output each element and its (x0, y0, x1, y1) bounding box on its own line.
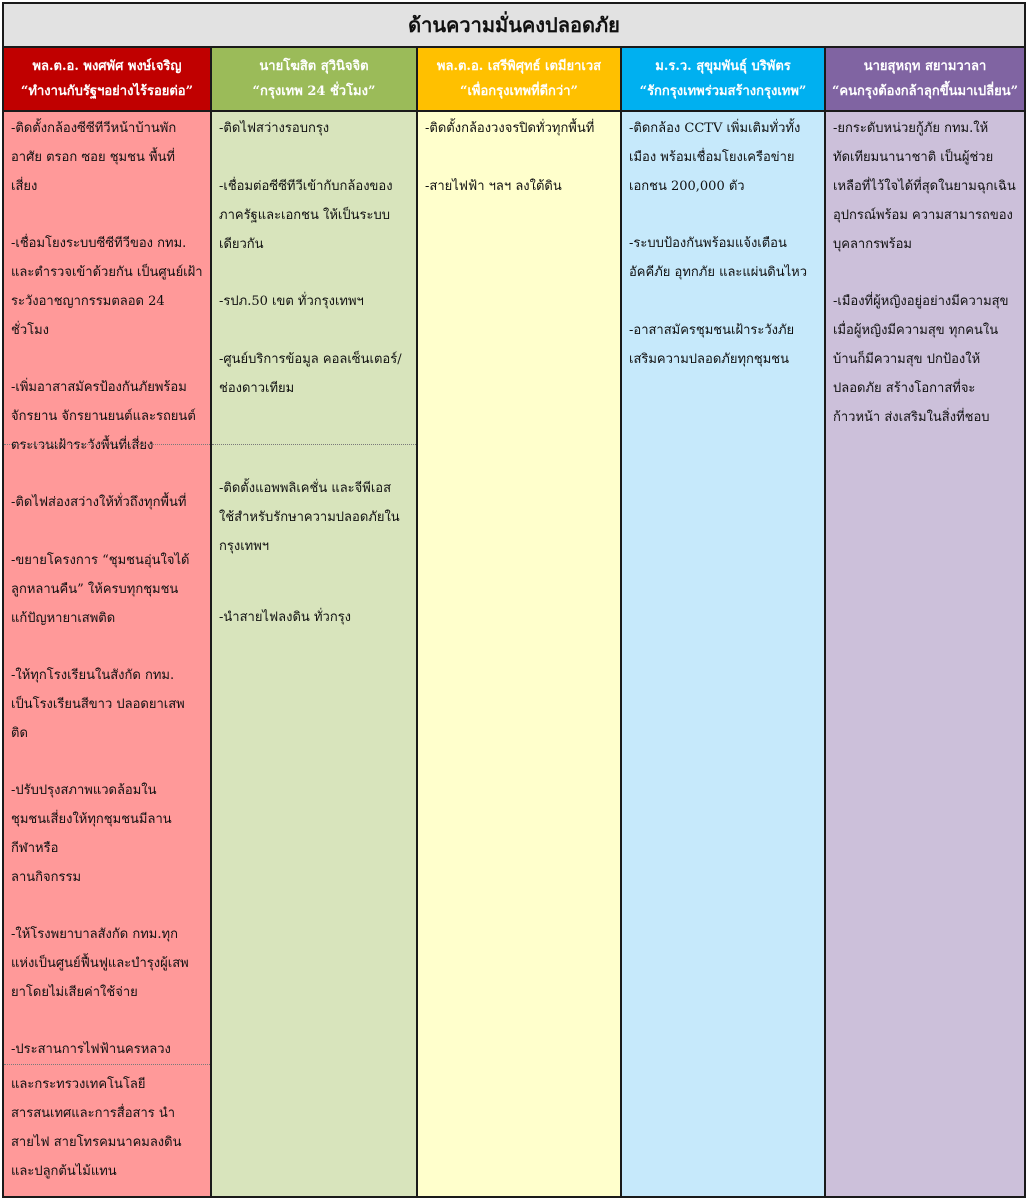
policy-text-line: แห่งเป็นศูนย์ฟื้นฟูและบำรุงผู้เสพ (11, 956, 189, 971)
policy-text-line: และตำรวจเข้าด้วยกัน เป็นศูนย์เฝ้า (11, 265, 203, 280)
policy-item (833, 114, 1016, 259)
column-candidate-4 (620, 48, 824, 1196)
policy-text-line: ใช้สำหรับรักษาความปลอดภัยใน (219, 510, 400, 525)
policy-text-line: และปลูกต้นไม้แทน (11, 1164, 117, 1179)
policy-item (425, 114, 594, 143)
policy-text-line: -ติดไฟส่องสว่างให้ทั่วถึงทุกพื้นที่ (11, 495, 187, 510)
policy-text-line: -ศูนย์บริการข้อมูล คอลเซ็นเตอร์/ (219, 352, 402, 367)
policy-text-line: เป็นโรงเรียนสีขาว ปลอดยาเสพ (11, 697, 185, 712)
candidate-name: พล.ต.อ. พงศพัศ พงษ์เจริญ (32, 59, 182, 74)
policy-text-line: อัคคีภัย อุทกภัย และแผ่นดินไหว (629, 265, 808, 280)
policy-text-line: บุคลากรพร้อม (833, 237, 912, 252)
policy-text-line: -นำสายไฟลงดิน ทั่วกรุง (219, 610, 352, 625)
policy-text-line: ติด (11, 726, 28, 741)
policy-text-line: -ให้ทุกโรงเรียนในสังกัด กทม. (11, 668, 175, 683)
policy-text-line: ลูกหลานคืน” ให้ครบทุกชุมชน (11, 582, 179, 597)
policy-text-line: -ติดตั้งกล้องวงจรปิดทั่วทุกพื้นที่ (425, 121, 595, 136)
policy-text-line: ช่องดาวเทียม (219, 381, 295, 396)
policy-item (11, 1070, 181, 1186)
policy-list (212, 112, 416, 1196)
policy-text-line: -อาสาสมัครชุมชนเฝ้าระวังภัย (629, 323, 795, 338)
section-divider (4, 444, 210, 445)
policy-list (622, 112, 824, 1196)
policy-text-line: -สายไฟฟ้า ฯลฯ ลงใต้ดิน (425, 179, 562, 194)
policy-text-line: ลานกิจกรรม (11, 870, 82, 885)
policy-item (11, 546, 190, 633)
policy-item (833, 287, 1009, 432)
policy-list (4, 112, 210, 1196)
policy-text-line: เมือง พร้อมเชื่อมโยงเครือข่าย (629, 150, 795, 165)
policy-text-line: จักรยาน จักรยานยนต์และรถยนต์ (11, 409, 196, 424)
policy-item (629, 316, 794, 374)
policy-item (219, 287, 364, 316)
policy-text-line: ชั่วโมง (11, 323, 50, 338)
policy-item (629, 114, 800, 201)
policy-text-line: -เชื่อมโยงระบบซีซีทีวีของ กทม. (11, 236, 187, 251)
candidate-slogan: “กรุงเทพ 24 ชั่วโมง” (252, 84, 376, 99)
policy-item (11, 1035, 171, 1064)
policy-text-line: ก้าวหน้า ส่งเสริมในสิ่งที่ชอบ (833, 410, 990, 425)
policy-text-line: -ให้โรงพยาบาลสังกัด กทม.ทุก (11, 927, 178, 942)
column-header (212, 48, 416, 112)
policy-item (629, 229, 807, 287)
policy-text-line: -เชื่อมต่อซีซีทีวีเข้ากับกล้องของ (219, 179, 393, 194)
policy-text-line: -ปรับปรุงสภาพแวดล้อมใน (11, 783, 157, 798)
policy-text-line: สารสนเทศและการสื่อสาร นำ (11, 1106, 176, 1121)
policy-text-line: เดียวกัน (219, 237, 264, 252)
policy-item (11, 776, 172, 892)
policy-text-line: ระวังอาชญากรรมตลอด 24 (11, 294, 165, 309)
policy-item (11, 229, 203, 345)
policy-text-line: แก้ปัญหายาเสพติด (11, 611, 116, 626)
table-title: ด้านความมั่นคงปลอดภัย (4, 4, 1024, 48)
policy-item (219, 345, 402, 403)
policy-text-line: -ประสานการไฟฟ้านครหลวง (11, 1042, 171, 1057)
policy-text-line: -ติดตั้งแอพพลิเคชั่น และจีพีเอส (219, 481, 392, 496)
policy-list (418, 112, 620, 1196)
policy-text-line: -ขยายโครงการ “ชุมชนอุ่นใจได้ (11, 553, 190, 568)
policy-text-line: เสริมความปลอดภัยทุกชุมชน (629, 352, 789, 367)
column-candidate-5 (824, 48, 1024, 1196)
policy-text-line: -ติดไฟสว่างรอบกรุง (219, 121, 330, 136)
policy-text-line: ทัดเทียมนานาชาติ เป็นผู้ช่วย (833, 150, 994, 165)
policy-item (11, 114, 176, 201)
policy-item (11, 661, 185, 748)
candidate-slogan: “รักกรุงเทพร่วมสร้างกรุงเทพ” (639, 84, 807, 99)
column-candidate-1 (4, 48, 210, 1196)
policy-text-line: และกระทรวงเทคโนโลยี (11, 1077, 146, 1092)
candidate-name: นายสุหฤท สยามวาลา (863, 59, 987, 74)
column-candidate-2 (210, 48, 416, 1196)
section-divider (4, 1064, 210, 1065)
policy-text-line: -เมืองที่ผู้หญิงอยู่อย่างมีความสุข (833, 294, 1009, 309)
section-divider (212, 444, 416, 445)
policy-text-line: -เพิ่มอาสาสมัครป้องกันภัยพร้อม (11, 380, 187, 395)
policy-text-line: -ระบบป้องกันพร้อมแจ้งเตือน (629, 236, 787, 251)
policy-text-line: อุปกรณ์พร้อม ความสามารถของ (833, 208, 1013, 223)
policy-text-line: ตระเวนเฝ้าระวังพื้นที่เสี่ยง (11, 438, 154, 453)
policy-text-line: ปลอดภัย สร้างโอกาสที่จะ (833, 381, 976, 396)
policy-text-line: ยาโดยไม่เสียค่าใช้จ่าย (11, 985, 138, 1000)
policy-item (11, 488, 186, 517)
policy-text-line: -ติดกล้อง CCTV เพิ่มเติมทั่วทั้ง (629, 121, 801, 136)
policy-text-line: เสี่ยง (11, 179, 38, 194)
policy-text-line: ภาครัฐและเอกชน ให้เป็นระบบ (219, 208, 390, 223)
policy-text-line: -ยกระดับหน่วยกู้ภัย กทม.ให้ (833, 121, 989, 136)
candidate-slogan: “ทำงานกับรัฐฯอย่างไร้รอยต่อ” (20, 84, 194, 99)
policy-text-line: บ้านก็มีความสุข ปกป้องให้ (833, 352, 981, 367)
policy-text-line: เอกชน 200,000 ตัว (629, 179, 745, 194)
comparison-table (2, 2, 1026, 1198)
policy-text-line: อาศัย ตรอก ซอย ชุมชน พื้นที่ (11, 150, 175, 165)
policy-text-line: -ติดตั้งกล้องซีซีทีวีหน้าบ้านพัก (11, 121, 177, 136)
policy-item (219, 474, 400, 561)
column-header (622, 48, 824, 112)
column-header (826, 48, 1024, 112)
policy-item (425, 172, 562, 201)
policy-text-line: กีฬาหรือ (11, 841, 59, 856)
policy-list (826, 112, 1024, 1196)
column-header (4, 48, 210, 112)
policy-item (219, 172, 393, 259)
candidate-name: พล.ต.อ. เสรีพิศุทธ์ เตมียาเวส (436, 59, 602, 74)
policy-item (219, 603, 351, 632)
candidate-slogan: “คนกรุงต้องกล้าลุกขึ้นมาเปลี่ยน” (831, 84, 1019, 99)
policy-text-line: -รปภ.50 เขต ทั่วกรุงเทพฯ (219, 294, 364, 309)
policy-item (11, 373, 196, 460)
candidate-name: นายโฆสิต สุวินิจจิต (259, 59, 369, 74)
candidate-slogan: “เพื่อกรุงเทพที่ดีกว่า” (459, 84, 579, 99)
policy-text-line: สายไฟ สายโทรคมนาคมลงดิน (11, 1135, 182, 1150)
policy-text-line: กรุงเทพฯ (219, 539, 270, 554)
column-header (418, 48, 620, 112)
policy-item (219, 114, 329, 143)
policy-text-line: ชุมชนเสี่ยงให้ทุกชุมชนมีลาน (11, 812, 172, 827)
policy-text-line: เหลือที่ไว้ใจได้ที่สุดในยามฉุกเฉิน (833, 179, 1016, 194)
column-candidate-3 (416, 48, 620, 1196)
policy-item (11, 920, 189, 1007)
candidate-name: ม.ร.ว. สุขุมพันธุ์ บริพัตร (655, 59, 791, 74)
policy-text-line: เมื่อผู้หญิงมีความสุข ทุกคนใน (833, 323, 999, 338)
